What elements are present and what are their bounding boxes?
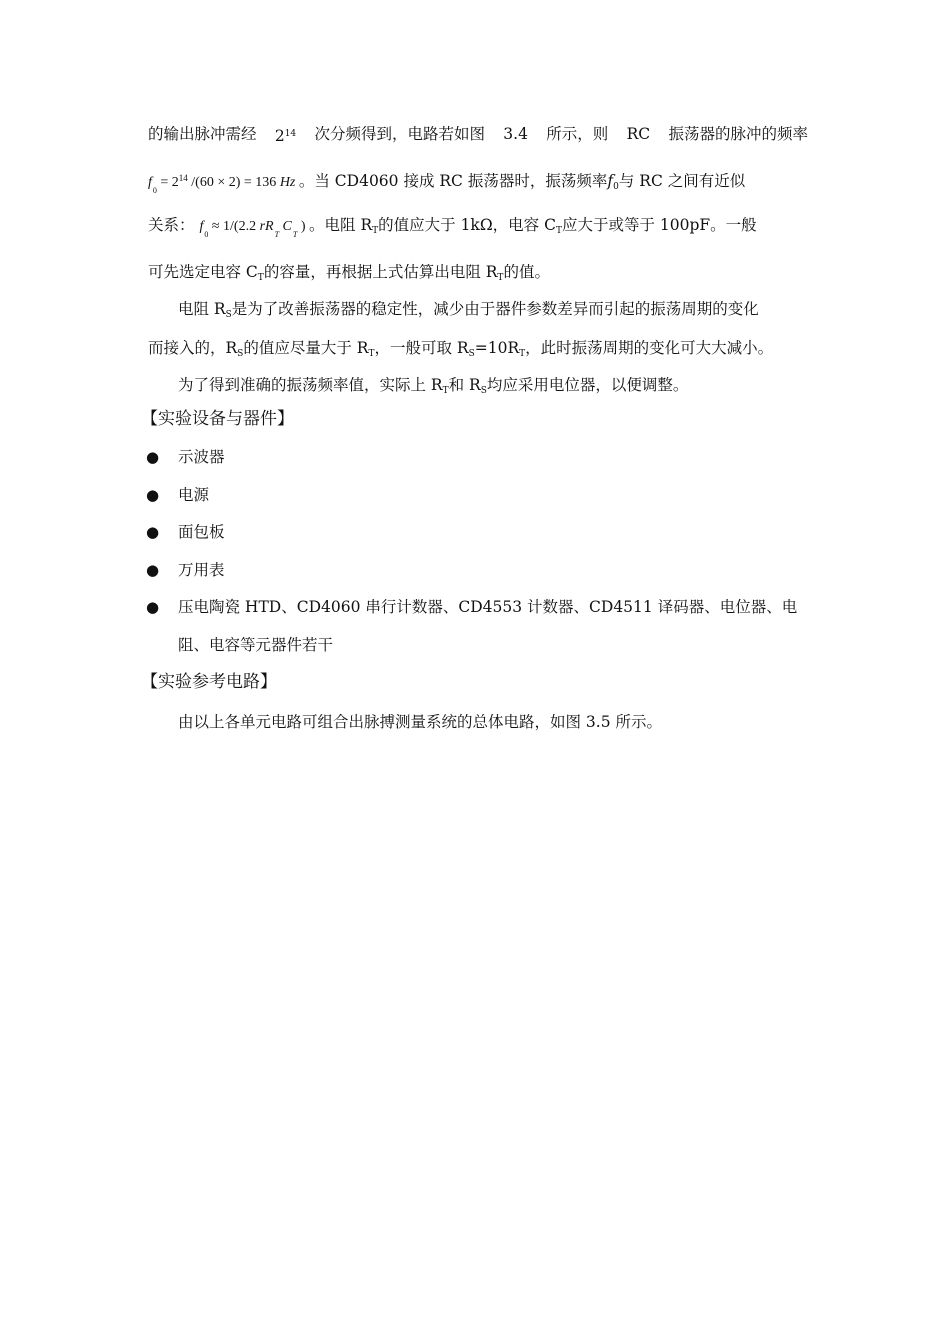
text-segment: 为了得到准确的振荡频率值，实际上 R (178, 376, 443, 394)
section-heading-reference-circuit: 【实验参考电路】 (141, 672, 277, 692)
paragraph-4: 由以上各单元电路可组合出脉搏测量系统的总体电路，如图 3.5 所示。 (178, 713, 663, 731)
text-segment: 振荡器的脉冲的频率 (668, 125, 808, 143)
text-segment: 的输出脉冲需经 (148, 125, 257, 143)
subscript: T (257, 273, 264, 283)
text-segment: 与 RC 之间有近似 (618, 172, 746, 190)
text-segment: 可先选定电容 C (148, 263, 258, 281)
bullet-icon: ● (146, 448, 160, 466)
text-segment: 3.4 (503, 125, 528, 143)
subscript: T (555, 226, 562, 236)
text-segment: ，此时振荡周期的变化可大大减小。 (525, 339, 774, 357)
f-symbol: f (607, 172, 614, 190)
text-segment: 而接入的，R (148, 339, 238, 357)
bullet-icon: ● (146, 486, 160, 504)
list-item-continuation: 阻、电容等元器件若干 (178, 636, 334, 654)
text-segment: 均应采用电位器，以便调整。 (486, 376, 689, 394)
subscript: S (480, 386, 487, 396)
superscript: 14 (284, 129, 297, 139)
bullet-icon: ● (146, 523, 160, 541)
text-segment: =10R (474, 339, 520, 357)
text-segment: 的值应大于 1kΩ，电容 C (378, 216, 556, 234)
list-item: 万用表 (178, 561, 225, 579)
subscript: S (237, 349, 244, 359)
text-segment: 。当 CD4060 接成 RC 振荡器时，振荡频率 (298, 172, 608, 190)
subscript: T (497, 273, 504, 283)
text-segment: 应大于或等于 100pF。一般 (561, 216, 757, 234)
paragraph-1-line-2 (148, 167, 745, 202)
list-item: 面包板 (178, 523, 225, 541)
paragraph-2-line-1 (178, 298, 759, 326)
text-segment: ，一般可取 R (374, 339, 469, 357)
text-segment: 电阻 R (178, 300, 226, 318)
paragraph-1-line-4 (148, 261, 550, 289)
subscript: T (442, 386, 449, 396)
paragraph-1-line-1 (148, 123, 808, 147)
text-segment: 和 R (448, 376, 481, 394)
subscript: 0 (613, 182, 619, 192)
list-item: 压电陶瓷 HTD、CD4060 串行计数器、CD4553 计数器、CD4511 译码器、电位器、电 (178, 598, 798, 616)
text-segment: RC (626, 125, 651, 143)
paragraph-1-line-3 (148, 214, 757, 246)
list-item: 电源 (178, 486, 210, 504)
text-segment: 所示，则 (546, 125, 609, 143)
text-segment: 关系： (148, 216, 195, 234)
bullet-icon: ● (146, 598, 160, 616)
subscript: S (225, 310, 232, 320)
subscript: T (368, 349, 375, 359)
text-segment: 。电阻 R (309, 216, 373, 234)
text-segment: 次分频得到，电路若如图 (314, 125, 485, 143)
text-segment: 的值。 (503, 263, 550, 281)
text-segment: 的容量，再根据上式估算出电阻 R (263, 263, 498, 281)
bullet-icon: ● (146, 561, 160, 579)
text-segment: 是为了改善振荡器的稳定性，减少由于器件参数差异而引起的振荡周期的变化 (231, 300, 759, 318)
list-item: 示波器 (178, 448, 225, 466)
text-segment: 的值应尽量大于 R (243, 339, 369, 357)
subscript: T (372, 226, 379, 236)
text-segment: $2^{14}$ (274, 127, 297, 145)
paragraph-2-line-2 (148, 337, 773, 365)
frequency-formula: $f_0 = 2^{14}$ /(60 × 2) = 136 Hz (148, 173, 296, 195)
paragraph-3 (178, 374, 688, 402)
subscript: T (519, 349, 526, 359)
section-heading-equipment: 【实验设备与器件】 (141, 409, 294, 429)
subscript: S (468, 349, 475, 359)
approx-formula: $f_0 \approx 1/(2.2$ $rR_T$ $C_T$ ) (199, 219, 306, 239)
